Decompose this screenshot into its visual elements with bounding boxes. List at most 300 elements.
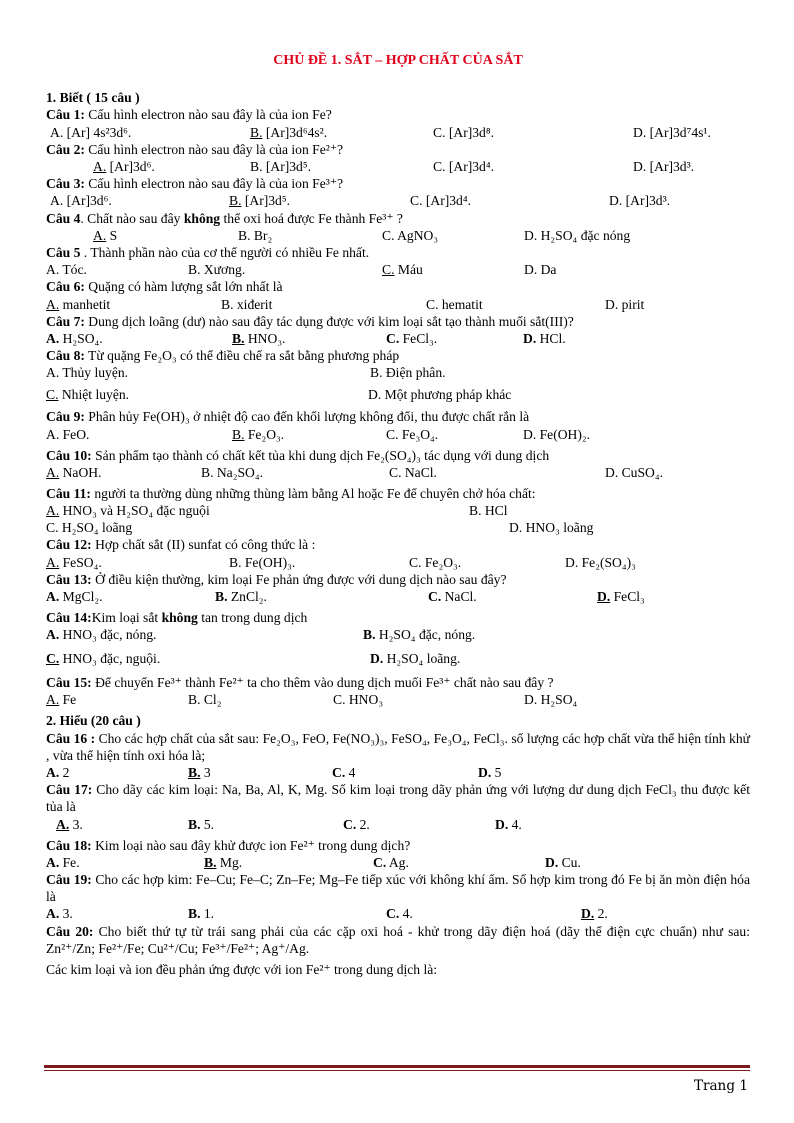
answer-option [389,464,437,481]
option-text: Thủy luyện. [59,365,129,381]
answer-option [46,426,89,443]
option-text: 2 [59,764,70,780]
options-row [46,626,750,650]
answer-option [433,124,494,141]
answer-option [221,296,272,313]
options-row [46,124,750,141]
answer-option [188,764,211,781]
option-letter: B. [229,554,242,570]
question [46,609,750,626]
answer-option [509,519,593,536]
option-text: hematit [438,296,483,312]
question-number: Câu 18: [46,837,92,853]
option-text: AgNO₃ [394,227,439,243]
option-letter: A. [46,627,60,643]
section-heading: 2. Hiểu (20 câu ) [46,713,141,729]
document-page [46,52,750,978]
question-text: Cho biết thứ tự từ trái sang phải của các cặp oxi hoá - khử trong dãy điện hoá (dãy thế điện cực chuẩn) như sau: Zn²⁺/Zn; Fe²⁺/Fe; Cu²⁺/Cu; Fe³⁺/Fe²⁺; Ag⁺/Ag. [46,923,750,956]
option-letter: A. [46,464,60,480]
option-text: 1. [200,906,215,922]
question-number: Câu 5 [46,244,81,260]
option-text: [Ar] 4s²3d⁶. [63,124,132,140]
option-letter: C. [373,854,387,870]
option-text: Một phương pháp khác [381,387,512,403]
option-letter: D. [605,296,619,312]
answer-option [524,691,577,708]
options-row [46,519,750,536]
question [46,674,750,691]
answer-option [46,588,102,605]
option-text: Na₂SO₄. [213,464,263,480]
answer-option [50,124,131,141]
question-number: Câu 10: [46,447,92,463]
option-text: [Ar]3d⁶. [106,159,155,174]
question [46,244,750,261]
answer-option [188,261,245,278]
option-letter: B. [469,502,482,518]
question [46,837,750,854]
option-text: NaCl. [401,464,437,480]
option-letter: C. [386,906,400,922]
options-row [46,588,750,609]
answer-option [433,158,494,175]
answer-option [250,158,311,175]
option-letter: A. [46,330,60,346]
page-title: CHỦ ĐỀ 1. SẮT – HỢP CHẤT CỦA SẮT [273,53,523,68]
answer-option [370,650,460,667]
options-row [46,330,750,347]
answer-option [333,691,383,708]
answer-option [238,227,272,244]
answer-option [93,227,117,244]
answer-option [46,905,73,922]
option-letter: A. [93,159,107,174]
answer-option [332,764,355,781]
answer-option [93,158,155,175]
answer-option [56,816,83,833]
answer-option [343,816,370,833]
option-letter: C. [386,426,399,442]
answer-option [410,192,471,209]
answer-option [232,426,284,443]
option-letter: C. [428,588,442,604]
answer-option [46,650,160,667]
option-text: H₂SO₄ loãng. [383,651,461,667]
answer-option [565,554,636,571]
option-text: ZnCl₂. [227,588,267,604]
option-text: Fe₂O₃. [244,426,285,442]
question-number: Câu 6: [46,279,85,295]
option-letter: B. [232,426,245,442]
option-text: [Ar]3d⁶4s². [262,124,328,140]
answer-option [46,519,132,536]
option-text: FeCl₃ [610,588,645,604]
option-letter: A. [56,816,70,832]
option-letter: A. [50,124,64,140]
answer-option [229,192,290,209]
answer-option [46,296,110,313]
option-letter: D. [495,816,509,832]
answer-option [188,905,214,922]
option-text: FeSO₄. [59,554,102,570]
question-number: Câu 1: [46,107,85,123]
option-text: S [106,227,118,243]
options-row [46,816,750,837]
option-letter: D. [524,692,538,708]
option-letter: B. [229,193,242,209]
options-row [46,386,750,408]
option-letter: C. [46,651,60,667]
option-letter: D. [524,227,538,243]
option-text: Điện phân. [382,365,446,381]
question-number: Câu 20: [46,923,94,939]
option-text: CuSO₄. [618,464,663,480]
question-text: Cấu hình electron nào sau đây là của ion Fe? [84,107,332,123]
question-number: Câu 13: [46,571,92,587]
option-letter: D. [368,387,382,403]
option-text: H₂SO₄ loãng [58,520,133,536]
option-letter: C. [333,692,346,708]
option-letter: A. [46,692,60,708]
question-number: Câu 7: [46,313,85,329]
option-letter: A. [50,193,64,209]
answer-option [605,296,644,313]
option-text: HNO₃. [244,330,286,346]
question [46,730,750,764]
answer-option [370,364,446,381]
option-text: [Ar]3d⁷4s¹. [646,124,711,140]
option-letter: C. [46,520,59,536]
option-letter: C. [433,159,446,174]
answer-option [215,588,267,605]
answer-option [495,816,522,833]
option-letter: D. [633,159,647,174]
option-text: Fe₂(SO₄)₃ [578,554,636,570]
question [46,781,750,815]
answer-option [609,192,670,209]
options-row [46,426,750,447]
option-text: 4 [345,764,356,780]
answer-option [524,227,630,244]
answer-option [523,330,566,347]
option-text: HNO₃ loãng [522,520,594,536]
answer-option [50,192,112,209]
option-letter: D. [478,764,492,780]
answer-option [633,124,711,141]
option-letter: C. [382,227,395,243]
option-letter: D. [565,554,579,570]
option-text: 3. [59,906,73,922]
option-text: H₂SO₄ đặc nóng [537,227,631,243]
option-text: HCl. [536,330,566,346]
answer-option [46,330,103,347]
option-letter: C. [386,330,400,346]
question-text: Hợp chất sắt (II) sunfat có công thức là : [91,537,316,553]
option-text: Cu. [558,854,581,870]
answer-option [386,426,438,443]
question-text: tan trong dung dịch [197,609,308,625]
option-letter: D. [523,330,537,346]
answer-option [524,261,556,278]
answer-option [633,158,694,175]
option-letter: A. [93,227,107,243]
options-row [46,261,750,278]
options-row [46,854,750,871]
option-letter: B. [204,854,217,870]
option-text: pirit [618,296,645,312]
answer-option [382,227,438,244]
question-number: Câu 14: [46,609,92,625]
question-number: Câu 16 : [46,730,96,746]
answer-option [386,330,437,347]
question-list [46,89,750,978]
answer-option [373,854,409,871]
option-text: FeO. [59,426,90,442]
options-row [46,691,750,712]
option-text: [Ar]3d³. [622,193,671,209]
option-letter: B. [238,227,251,243]
question [46,210,750,227]
answer-option [581,905,608,922]
option-letter: D. [370,651,384,667]
question-text: Kim loại nào sau đây khử được ion Fe²⁺ trong dung dịch? [91,837,411,853]
option-text: Máu [394,262,423,278]
answer-option [188,816,214,833]
option-text: 5. [200,816,215,832]
option-letter: B. [188,764,201,780]
question-text: Cho các hợp kim: Fe–Cu; Fe–C; Zn–Fe; Mg–Fe tiếp xúc với không khí ẩm. Số hợp kim trong đó Fe bị ăn mòn điện hóa là [46,871,750,905]
option-text: xiđerit [233,296,273,312]
question-number: Câu 4 [46,210,81,226]
question [46,871,750,905]
option-letter: D. [581,906,595,922]
option-text: HCl [481,502,508,518]
option-text: [Ar]3d⁴. [445,159,494,174]
option-letter: D. [523,426,537,442]
option-letter: B. [201,464,214,480]
option-letter: A. [46,588,60,604]
option-text: Cl₂ [200,692,222,708]
option-text: [Ar]3d⁶. [63,193,112,209]
section-heading: 1. Biết ( 15 câu ) [46,90,140,106]
question-number: Câu 9: [46,409,85,425]
question [46,278,750,295]
option-text: [Ar]3d³. [646,159,695,174]
answer-option [46,261,87,278]
option-letter: C. [426,296,439,312]
answer-option [46,626,156,643]
option-text: Fe₂O₃. [421,554,462,570]
footer-divider-thin [44,1070,750,1071]
question [46,536,750,553]
option-text: H₂SO₄. [59,330,103,346]
question-text: Cấu hình electron nào sau đây là của ion Fe²⁺? [84,141,344,157]
option-text: FeCl₃. [399,330,438,346]
answer-option [368,386,511,403]
answer-option [386,905,413,922]
option-letter: D. [633,124,647,140]
option-text: H₂SO₄ [537,692,578,708]
options-row [46,158,750,175]
question-number: Câu 19: [46,871,92,887]
question [46,447,750,464]
option-letter: C. [332,764,346,780]
options-row [46,227,750,244]
options-row [46,364,750,386]
option-text: 5 [491,764,502,780]
option-text: Fe(OH)₃. [241,554,296,570]
option-letter: A. [46,554,60,570]
option-letter: A. [46,262,60,278]
answer-option [363,626,475,643]
answer-option [204,854,242,871]
option-text: Ag. [386,854,409,870]
answer-option [469,502,508,519]
option-letter: B. [188,816,201,832]
options-row [46,296,750,313]
option-text: Fe(OH)₂. [536,426,591,442]
option-letter: B. [188,906,201,922]
answer-option [46,691,76,708]
option-text: 4. [508,816,522,832]
question-text: Sản phẩm tạo thành có chất kết tủa khi dung dịch Fe₂(SO₄)₃ tác dụng với dung dịch [91,447,550,463]
option-text: Tóc. [59,262,87,278]
option-letter: A. [46,502,60,518]
answer-option [523,426,590,443]
answer-option [46,386,129,403]
option-letter: B. [250,159,263,174]
answer-option [545,854,581,871]
option-letter: C. [382,262,395,278]
question-text: . Chất nào sau đây [80,210,184,226]
option-text: Fe₃O₄. [398,426,439,442]
question-text: Để chuyển Fe³⁺ thành Fe²⁺ ta cho thêm vào dung dịch muối Fe³⁺ chất nào sau đây ? [91,675,554,691]
option-text: Nhiệt luyện. [58,387,130,403]
option-letter: C. [433,124,446,140]
option-text: HNO₃ đặc, nguội. [59,651,161,667]
option-letter: B. [221,296,234,312]
option-text: 3 [200,764,211,780]
question-number: Câu 17: [46,782,93,798]
answer-option [201,464,263,481]
option-letter: C. [389,464,402,480]
answer-option [46,364,128,381]
question-emphasis: không [183,210,221,226]
options-row [46,192,750,209]
question-text: Phân hủy Fe(OH)₃ ở nhiệt độ cao đến khối lượng không đổi, thu được chất rắn là [84,409,530,425]
question-number: Câu 3: [46,176,85,192]
question-text: Dung dịch loãng (dư) nào sau đây tác dụng được với kim loại sắt tạo thành muối sắt(III)? [84,313,574,329]
option-letter: B. [250,124,263,140]
answer-option [478,764,501,781]
option-text: Br₂ [250,227,273,243]
answer-option [409,554,461,571]
option-letter: A. [46,426,60,442]
option-text: Fe [59,692,77,708]
question-text: . Thành phần nào của cơ thể người có nhiều Fe nhất. [80,244,370,260]
option-text: [Ar]3d⁸. [445,124,494,140]
option-letter: A. [46,365,60,381]
question [46,175,750,192]
option-letter: D. [545,854,559,870]
answer-option [232,330,285,347]
option-letter: B. [215,588,228,604]
option-text: [Ar]3d⁴. [422,193,471,209]
option-letter: B. [363,627,376,643]
question-text: Cho dãy các kim loại: Na, Ba, Al, K, Mg. Số kim loại trong dãy phản ứng với lượng dư dung dịch FeCl₃ thu được kết tủa là [46,782,750,815]
question-number: Câu 11: [46,485,91,501]
option-text: 3. [69,816,83,832]
answer-option [188,691,221,708]
question [46,408,750,425]
option-letter: A. [46,854,60,870]
question [46,485,750,502]
option-letter: B. [232,330,245,346]
question-number: Câu 8: [46,348,85,364]
question [46,141,750,158]
option-text: 4. [399,906,413,922]
question-text: người ta thường dùng những thùng làm bằng Al hoặc Fe để chuyên chở hóa chất: [90,485,536,501]
option-letter: B. [370,365,383,381]
question [46,923,750,957]
option-text: NaOH. [59,464,102,480]
option-letter: A. [46,296,60,312]
answer-option [382,261,423,278]
option-letter: A. [46,764,60,780]
question-text: Kim loại sắt [91,609,162,625]
answer-option [605,464,663,481]
option-text: Xương. [200,262,246,278]
option-text: HNO₃ và H₂SO₄ đặc nguội [59,502,210,518]
option-letter: C. [409,554,422,570]
options-row [46,464,750,485]
question-text: Cấu hình electron nào sau đây là của ion Fe³⁺? [84,176,344,192]
option-letter: D. [524,262,538,278]
options-row [46,502,750,519]
options-row [46,554,750,571]
option-letter: D. [509,520,523,536]
option-letter: D. [605,464,619,480]
option-text: [Ar]3d⁵. [241,193,290,209]
answer-option [426,296,483,313]
option-letter: C. [410,193,423,209]
answer-option [46,502,210,519]
option-text: 2. [594,906,608,922]
answer-option [428,588,477,605]
answer-option [46,854,80,871]
option-letter: C. [46,387,59,403]
question-number: Câu 15: [46,675,92,691]
question-number: Câu 12: [46,537,92,553]
option-text: HNO₃ đặc, nóng. [59,627,157,643]
option-letter: B. [188,692,201,708]
options-row [46,764,750,781]
question [46,106,750,123]
answer-option [250,124,327,141]
question [46,313,750,330]
option-letter: C. [343,816,357,832]
option-letter: D. [609,193,623,209]
question-number: Câu 2: [46,141,85,157]
question [46,347,750,364]
page-number: Trang 1 [693,1078,748,1094]
question [46,571,750,588]
answer-option [597,588,645,605]
option-text: H₂SO₄ đặc, nóng. [375,627,476,643]
option-text: NaCl. [441,588,477,604]
option-letter: B. [188,262,201,278]
options-row [46,905,750,922]
